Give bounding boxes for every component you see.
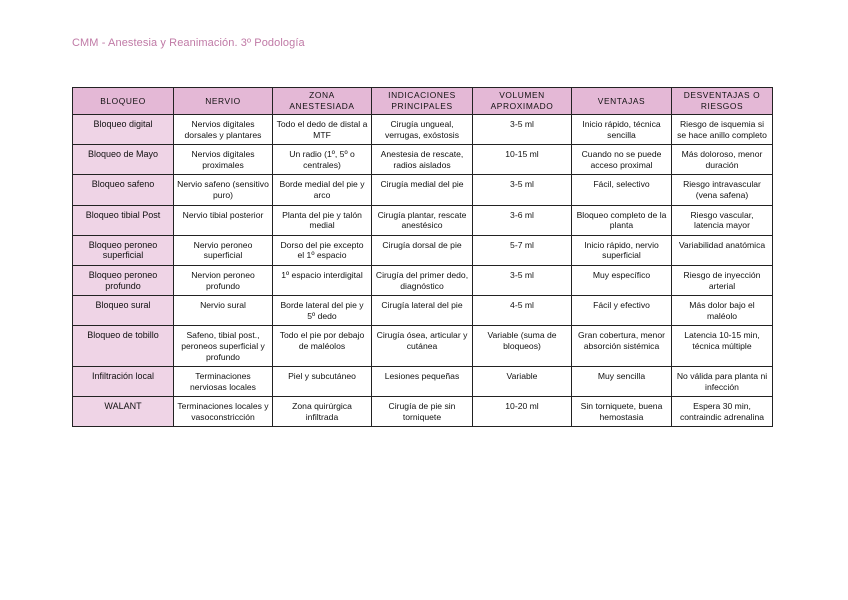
cell-nervio: Nervion peroneo profundo — [174, 265, 273, 295]
document-header: CMM - Anestesia y Reanimación. 3º Podología — [72, 37, 305, 49]
cell-volumen: 3-5 ml — [473, 115, 572, 145]
cell-indicaciones: Cirugía plantar, rescate anestésico — [372, 205, 473, 235]
cell-indicaciones: Cirugía ósea, articular y cutánea — [372, 326, 473, 367]
cell-bloqueo: Bloqueo safeno — [73, 175, 174, 205]
cell-volumen: 10-20 ml — [473, 397, 572, 427]
cell-indicaciones: Anestesia de rescate, radios aislados — [372, 145, 473, 175]
cell-zona: Piel y subcutáneo — [273, 367, 372, 397]
cell-desventajas: Riesgo de isquemia si se hace anillo completo — [672, 115, 773, 145]
cell-zona: 1º espacio interdigital — [273, 265, 372, 295]
cell-bloqueo: Bloqueo de Mayo — [73, 145, 174, 175]
cell-bloqueo: Bloqueo tibial Post — [73, 205, 174, 235]
cell-ventajas: Bloqueo completo de la planta — [572, 205, 672, 235]
table-header-row — [73, 88, 773, 115]
cell-desventajas: No válida para planta ni infección — [672, 367, 773, 397]
column-header-desventajas: DESVENTAJAS O RIESGOS — [672, 88, 773, 115]
cell-nervio: Nervio tibial posterior — [174, 205, 273, 235]
cell-bloqueo: Infiltración local — [73, 367, 174, 397]
column-header-indicaciones: INDICACIONES PRINCIPALES — [372, 88, 473, 115]
cell-ventajas: Cuando no se puede acceso proximal — [572, 145, 672, 175]
cell-volumen: 10-15 ml — [473, 145, 572, 175]
cell-volumen: 5-7 ml — [473, 235, 572, 265]
cell-indicaciones: Cirugía de pie sin torniquete — [372, 397, 473, 427]
cell-ventajas: Fácil, selectivo — [572, 175, 672, 205]
column-header-zona: ZONA ANESTESIADA — [273, 88, 372, 115]
cell-indicaciones: Cirugía medial del pie — [372, 175, 473, 205]
cell-zona: Borde medial del pie y arco — [273, 175, 372, 205]
cell-desventajas: Riesgo de inyección arterial — [672, 265, 773, 295]
cell-zona: Borde lateral del pie y 5º dedo — [273, 296, 372, 326]
cell-volumen: 3-5 ml — [473, 175, 572, 205]
cell-ventajas: Muy específico — [572, 265, 672, 295]
cell-zona: Un radio (1º, 5º o centrales) — [273, 145, 372, 175]
table-row — [73, 235, 773, 265]
cell-zona: Todo el pie por debajo de maléolos — [273, 326, 372, 367]
cell-desventajas: Latencia 10-15 min, técnica múltiple — [672, 326, 773, 367]
cell-nervio: Nervio sural — [174, 296, 273, 326]
cell-indicaciones: Cirugía ungueal, verrugas, exóstosis — [372, 115, 473, 145]
cell-nervio: Terminaciones locales y vasoconstricción — [174, 397, 273, 427]
cell-volumen: 4-5 ml — [473, 296, 572, 326]
cell-zona: Dorso del pie excepto el 1º espacio — [273, 235, 372, 265]
cell-ventajas: Muy sencilla — [572, 367, 672, 397]
table-row — [73, 397, 773, 427]
cell-zona: Todo el dedo de distal a MTF — [273, 115, 372, 145]
nerve-block-table — [72, 87, 773, 427]
cell-bloqueo: Bloqueo peroneo superficial — [73, 235, 174, 265]
column-header-bloqueo: BLOQUEO — [73, 88, 174, 115]
cell-nervio: Terminaciones nerviosas locales — [174, 367, 273, 397]
cell-volumen: 3-6 ml — [473, 205, 572, 235]
cell-desventajas: Riesgo vascular, latencia mayor — [672, 205, 773, 235]
table-row — [73, 205, 773, 235]
cell-desventajas: Variabilidad anatómica — [672, 235, 773, 265]
cell-indicaciones: Cirugía dorsal de pie — [372, 235, 473, 265]
cell-indicaciones: Cirugía lateral del pie — [372, 296, 473, 326]
column-header-ventajas: VENTAJAS — [572, 88, 672, 115]
cell-nervio: Nervios digitales proximales — [174, 145, 273, 175]
cell-ventajas: Gran cobertura, menor absorción sistémica — [572, 326, 672, 367]
cell-volumen: Variable (suma de bloqueos) — [473, 326, 572, 367]
cell-bloqueo: Bloqueo peroneo profundo — [73, 265, 174, 295]
cell-desventajas: Más dolor bajo el maléolo — [672, 296, 773, 326]
cell-bloqueo: WALANT — [73, 397, 174, 427]
cell-nervio: Nervio safeno (sensitivo puro) — [174, 175, 273, 205]
cell-nervio: Safeno, tibial post., peroneos superficial y profundo — [174, 326, 273, 367]
cell-ventajas: Inicio rápido, técnica sencilla — [572, 115, 672, 145]
cell-bloqueo: Bloqueo de tobillo — [73, 326, 174, 367]
cell-indicaciones: Lesiones pequeñas — [372, 367, 473, 397]
table-row — [73, 265, 773, 295]
cell-desventajas: Espera 30 min, contraindic adrenalina — [672, 397, 773, 427]
table-row — [73, 145, 773, 175]
cell-nervio: Nervios digitales dorsales y plantares — [174, 115, 273, 145]
table-row — [73, 115, 773, 145]
cell-nervio: Nervio peroneo superficial — [174, 235, 273, 265]
cell-zona: Zona quirúrgica infiltrada — [273, 397, 372, 427]
cell-bloqueo: Bloqueo digital — [73, 115, 174, 145]
cell-volumen: Variable — [473, 367, 572, 397]
cell-desventajas: Más doloroso, menor duración — [672, 145, 773, 175]
cell-indicaciones: Cirugía del primer dedo, diagnóstico — [372, 265, 473, 295]
column-header-volumen: VOLUMEN APROXIMADO — [473, 88, 572, 115]
table-row — [73, 367, 773, 397]
cell-zona: Planta del pie y talón medial — [273, 205, 372, 235]
cell-ventajas: Sin torniquete, buena hemostasia — [572, 397, 672, 427]
column-header-nervio: NERVIO — [174, 88, 273, 115]
cell-ventajas: Inicio rápido, nervio superficial — [572, 235, 672, 265]
cell-desventajas: Riesgo intravascular (vena safena) — [672, 175, 773, 205]
table-row — [73, 175, 773, 205]
table-row — [73, 326, 773, 367]
cell-volumen: 3-5 ml — [473, 265, 572, 295]
table-row — [73, 296, 773, 326]
cell-bloqueo: Bloqueo sural — [73, 296, 174, 326]
cell-ventajas: Fácil y efectivo — [572, 296, 672, 326]
